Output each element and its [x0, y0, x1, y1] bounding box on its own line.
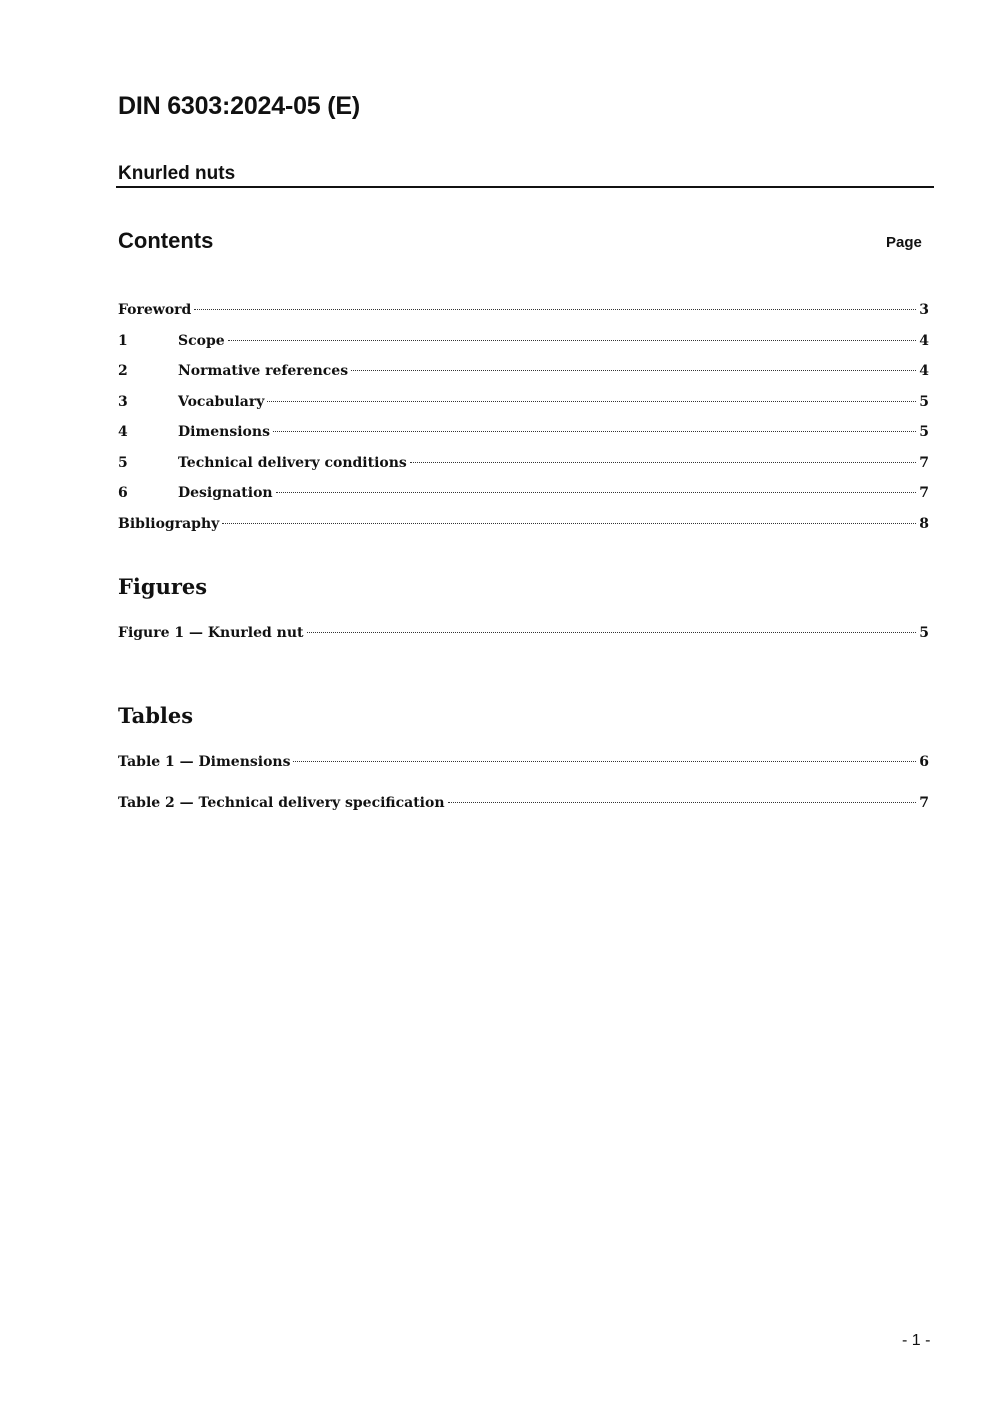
page-number: - 1 -	[902, 1332, 931, 1349]
toc-entry-designation[interactable]: 6 Designation 7	[118, 485, 929, 501]
dot-leader	[228, 340, 917, 341]
table-entry[interactable]: Table 2 — Technical delivery specification 7	[118, 795, 929, 811]
toc-entry-technical-delivery-conditions[interactable]: 5 Technical delivery conditions 7	[118, 455, 929, 471]
dot-leader	[307, 632, 917, 633]
dot-leader	[267, 401, 916, 402]
document-title: Knurled nuts	[118, 163, 236, 184]
dot-leader	[351, 370, 916, 371]
dot-leader	[273, 431, 916, 432]
dot-leader	[222, 523, 916, 524]
table-entry[interactable]: Table 1 — Dimensions 6	[118, 754, 929, 770]
toc-entry-scope[interactable]: 1 Scope 4	[118, 333, 929, 349]
contents-heading: Contents	[118, 228, 214, 253]
toc-entry-dimensions[interactable]: 4 Dimensions 5	[118, 424, 929, 440]
dot-leader	[410, 462, 916, 463]
tables-heading: Tables	[118, 703, 194, 728]
dot-leader	[448, 802, 917, 803]
page-column-label: Page	[886, 234, 922, 251]
dot-leader	[276, 492, 917, 493]
document-id: DIN 6303:2024-05 (E)	[118, 92, 360, 120]
dot-leader	[293, 761, 916, 762]
toc-entry-foreword[interactable]: Foreword 3	[118, 302, 929, 318]
toc-entry-normative-references[interactable]: 2 Normative references 4	[118, 363, 929, 379]
toc-entry-bibliography[interactable]: Bibliography 8	[118, 516, 929, 532]
toc-entry-vocabulary[interactable]: 3 Vocabulary 5	[118, 394, 929, 410]
figures-heading: Figures	[118, 574, 208, 599]
title-rule	[116, 186, 934, 188]
figure-entry[interactable]: Figure 1 — Knurled nut 5	[118, 625, 929, 641]
dot-leader	[194, 309, 916, 310]
